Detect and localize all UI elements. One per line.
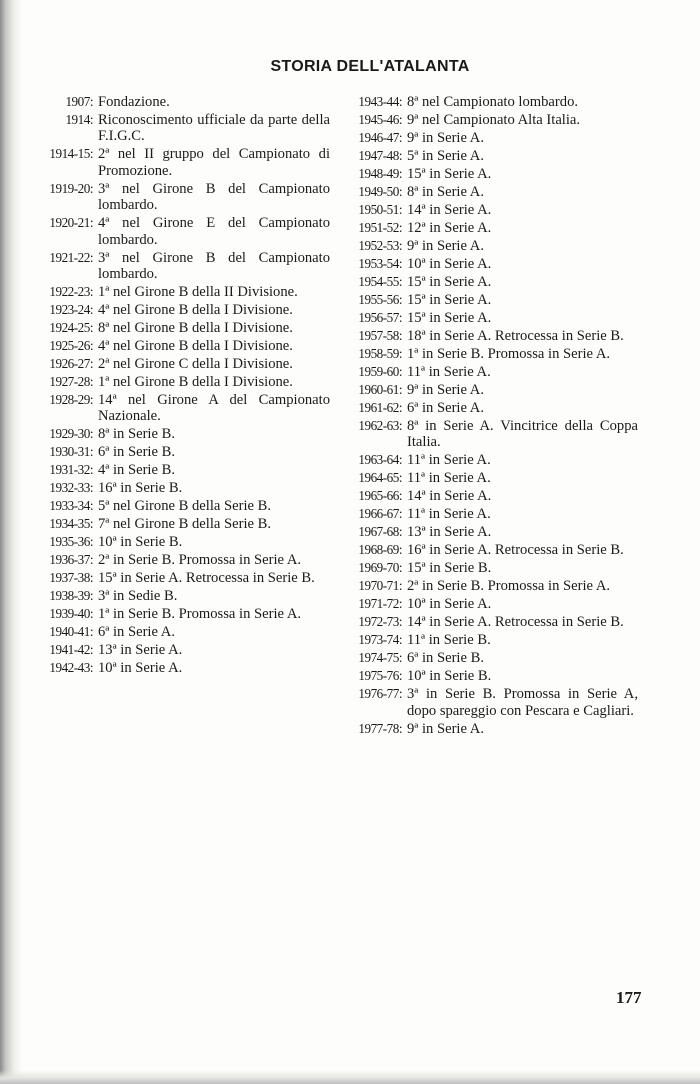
season-entry xyxy=(40,642,330,658)
season-year: 1955-56: xyxy=(358,292,402,307)
season-result: 18ª in Serie A. Retrocessa in Serie B. xyxy=(407,328,624,344)
season-entry xyxy=(40,146,330,179)
season-year: 1907: xyxy=(65,94,93,109)
season-year: 1954-55: xyxy=(358,274,402,289)
season-year: 1961-62: xyxy=(358,400,402,415)
season-entry xyxy=(348,721,638,737)
season-year: 1930-31: xyxy=(49,444,93,460)
season-entry xyxy=(348,256,638,272)
season-year: 1932-33: xyxy=(49,480,93,496)
season-year: 1972-73: xyxy=(358,614,402,630)
season-result: 4ª nel Girone B della I Divisione. xyxy=(98,302,293,319)
season-entry xyxy=(348,596,638,612)
season-result: 2ª nel II gruppo del Campionato di Promozione. xyxy=(98,146,330,179)
season-year: 1934-35: xyxy=(49,516,93,532)
season-year: 1952-53: xyxy=(358,238,402,253)
season-result: 6ª in Serie A. xyxy=(407,400,484,416)
season-entry xyxy=(40,552,330,568)
season-entry xyxy=(40,374,330,390)
season-entry xyxy=(348,94,638,110)
season-year: 1943-44: xyxy=(358,94,402,109)
season-result: 13ª in Serie A. xyxy=(98,642,183,659)
season-entry xyxy=(348,400,638,416)
season-entry xyxy=(348,542,638,558)
season-result: 1ª in Serie B. Promossa in Serie A. xyxy=(407,346,611,362)
season-year: 1936-37: xyxy=(49,552,93,568)
season-entry xyxy=(348,524,638,540)
season-result: 14ª in Serie A. xyxy=(407,488,492,505)
season-entry xyxy=(40,284,330,300)
season-result: 4ª nel Girone B della I Divisione. xyxy=(98,338,293,355)
season-result: 10ª in Serie A. xyxy=(407,256,492,272)
season-result: 9ª in Serie A. xyxy=(407,720,484,737)
season-result: 7ª nel Girone B della Serie B. xyxy=(98,516,272,533)
season-result: 11ª in Serie A. xyxy=(407,470,491,487)
scan-shadow-bottom xyxy=(0,1070,700,1084)
season-entry xyxy=(348,166,638,182)
season-year: 1946-47: xyxy=(358,130,402,145)
season-entry xyxy=(40,462,330,478)
season-entry xyxy=(40,570,330,586)
season-result: 4ª in Serie B. xyxy=(98,462,175,479)
season-year: 1964-65: xyxy=(358,470,402,486)
season-year: 1965-66: xyxy=(358,488,402,504)
season-result: 4ª nel Girone E del Campionato lombardo. xyxy=(98,215,330,248)
season-entry xyxy=(348,274,638,290)
season-entry xyxy=(348,130,638,146)
season-result: 14ª in Serie A. Retrocessa in Serie B. xyxy=(407,614,624,631)
season-entry xyxy=(348,452,638,468)
season-result: 5ª nel Girone B della Serie B. xyxy=(98,498,272,515)
season-result: 3ª nel Girone B del Campionato lombardo. xyxy=(98,249,330,283)
season-year: 1950-51: xyxy=(358,202,402,217)
season-result: 2ª in Serie B. Promossa in Serie A. xyxy=(98,552,302,569)
season-entry xyxy=(348,184,638,200)
season-entry xyxy=(40,356,330,372)
season-entry xyxy=(40,426,330,442)
season-entry xyxy=(348,220,638,236)
season-result: 15ª in Serie A. xyxy=(407,292,492,308)
season-year: 1949-50: xyxy=(358,184,402,199)
season-year: 1974-75: xyxy=(358,650,402,666)
season-result: 15ª in Serie A. Retrocessa in Serie B. xyxy=(98,570,315,587)
season-entry xyxy=(348,578,638,594)
season-year: 1977-78: xyxy=(358,720,402,736)
season-year: 1931-32: xyxy=(49,462,93,478)
season-result: Riconoscimento ufficiale da parte della F.I.G.C. xyxy=(98,112,330,145)
season-result: 9ª nel Campionato Alta Italia. xyxy=(407,112,581,128)
season-year: 1938-39: xyxy=(49,588,93,604)
season-entry xyxy=(348,328,638,344)
season-year: 1951-52: xyxy=(358,220,402,235)
season-result: 15ª in Serie A. xyxy=(407,310,492,326)
season-entry xyxy=(40,250,330,283)
season-entry xyxy=(40,660,330,676)
season-result: 8ª in Serie A. Vincitrice della Coppa Italia. xyxy=(407,418,638,451)
season-result: 14ª in Serie A. xyxy=(407,202,492,218)
season-result: 1ª in Serie B. Promossa in Serie A. xyxy=(98,606,302,623)
season-year: 1971-72: xyxy=(358,596,402,612)
season-year: 1959-60: xyxy=(358,364,402,379)
season-result: 15ª in Serie A. xyxy=(407,274,492,290)
season-result: 8ª in Serie B. xyxy=(98,426,175,443)
season-entry xyxy=(348,686,638,719)
season-entry xyxy=(348,668,638,684)
season-entry xyxy=(40,94,330,110)
season-year: 1925-26: xyxy=(49,338,93,354)
season-entry xyxy=(40,392,330,425)
history-column-left xyxy=(40,94,330,678)
season-entry xyxy=(40,181,330,214)
season-entry xyxy=(40,588,330,604)
season-year: 1927-28: xyxy=(49,374,93,390)
season-entry xyxy=(40,338,330,354)
season-result: 9ª in Serie A. xyxy=(407,130,484,146)
season-year: 1935-36: xyxy=(49,534,93,550)
season-year: 1923-24: xyxy=(49,302,93,318)
season-year: 1957-58: xyxy=(358,328,402,343)
season-year: 1960-61: xyxy=(358,382,402,397)
season-entry xyxy=(40,606,330,622)
season-entry xyxy=(40,534,330,550)
season-entry xyxy=(348,632,638,648)
season-year: 1953-54: xyxy=(358,256,402,271)
season-year: 1914-15: xyxy=(49,146,93,162)
season-year: 1941-42: xyxy=(49,642,93,658)
season-result: 13ª in Serie A. xyxy=(407,524,492,541)
season-result: 16ª in Serie B. xyxy=(98,480,183,497)
season-entry xyxy=(348,148,638,164)
page-number: 177 xyxy=(616,988,642,1007)
season-result: 11ª in Serie B. xyxy=(407,632,491,649)
season-entry xyxy=(40,302,330,318)
season-result: 15ª in Serie A. xyxy=(407,166,492,182)
season-result: 1ª nel Girone B della I Divisione. xyxy=(98,374,293,391)
season-year: 1945-46: xyxy=(358,112,402,127)
season-year: 1939-40: xyxy=(49,606,93,622)
page-title: STORIA DELL'ATALANTA xyxy=(270,58,470,75)
season-result: 10ª in Serie B. xyxy=(407,668,492,685)
season-year: 1919-20: xyxy=(49,180,93,196)
season-entry xyxy=(348,470,638,486)
season-result: 10ª in Serie B. xyxy=(98,534,183,551)
season-year: 1962-63: xyxy=(358,418,402,433)
season-result: 16ª in Serie A. Retrocessa in Serie B. xyxy=(407,542,624,559)
season-result: Fondazione. xyxy=(98,94,170,110)
season-year: 1921-22: xyxy=(49,249,93,265)
season-result: 11ª in Serie A. xyxy=(407,506,491,523)
season-entry xyxy=(348,506,638,522)
season-result: 9ª in Serie A. xyxy=(407,238,484,254)
season-result: 10ª in Serie A. xyxy=(98,660,183,677)
season-result: 12ª in Serie A. xyxy=(407,220,492,236)
season-year: 1947-48: xyxy=(358,148,402,163)
season-result: 14ª nel Girone A del Campionato Nazionale. xyxy=(98,392,330,425)
season-result: 11ª in Serie A. xyxy=(407,452,491,469)
season-result: 6ª in Serie B. xyxy=(407,650,484,667)
season-entry xyxy=(348,488,638,504)
season-result: 8ª nel Campionato lombardo. xyxy=(407,94,579,110)
season-year: 1928-29: xyxy=(49,392,93,408)
season-entry xyxy=(40,444,330,460)
season-year: 1958-59: xyxy=(358,346,402,361)
season-entry xyxy=(348,382,638,398)
season-entry xyxy=(348,310,638,326)
season-result: 10ª in Serie A. xyxy=(407,596,492,613)
season-result: 15ª in Serie B. xyxy=(407,560,492,577)
season-year: 1924-25: xyxy=(49,320,93,336)
season-entry xyxy=(348,112,638,128)
season-year: 1948-49: xyxy=(358,166,402,181)
season-entry xyxy=(40,320,330,336)
history-column-right xyxy=(348,94,638,739)
season-year: 1968-69: xyxy=(358,542,402,558)
season-year: 1914: xyxy=(65,112,93,127)
season-entry xyxy=(348,238,638,254)
season-entry xyxy=(348,364,638,380)
season-year: 1933-34: xyxy=(49,498,93,514)
season-year: 1929-30: xyxy=(49,426,93,442)
season-year: 1963-64: xyxy=(358,452,402,468)
scan-shadow-left xyxy=(0,0,22,1084)
season-entry xyxy=(348,202,638,218)
season-year: 1975-76: xyxy=(358,668,402,684)
season-entry xyxy=(40,112,330,145)
season-year: 1970-71: xyxy=(358,578,402,594)
season-entry xyxy=(348,346,638,362)
season-year: 1922-23: xyxy=(49,284,93,300)
season-result: 6ª in Serie A. xyxy=(98,624,175,641)
season-entry xyxy=(40,215,330,248)
season-entry xyxy=(348,650,638,666)
season-entry xyxy=(348,560,638,576)
season-result: 2ª in Serie B. Promossa in Serie A. xyxy=(407,578,611,595)
season-result: 3ª nel Girone B del Campionato lombardo. xyxy=(98,180,330,214)
season-result: 6ª in Serie B. xyxy=(98,444,175,461)
season-year: 1956-57: xyxy=(358,310,402,325)
season-year: 1920-21: xyxy=(49,215,93,231)
season-result: 1ª nel Girone B della II Divisione. xyxy=(98,284,298,301)
season-entry xyxy=(40,624,330,640)
season-year: 1966-67: xyxy=(358,506,402,522)
season-entry xyxy=(40,498,330,514)
season-year: 1973-74: xyxy=(358,632,402,648)
season-entry xyxy=(348,418,638,451)
season-result: 8ª in Serie A. xyxy=(407,184,484,200)
season-entry xyxy=(348,292,638,308)
season-year: 1967-68: xyxy=(358,524,402,540)
season-entry xyxy=(40,480,330,496)
season-year: 1969-70: xyxy=(358,560,402,576)
season-result: 5ª in Serie A. xyxy=(407,148,484,164)
season-entry xyxy=(348,614,638,630)
season-year: 1926-27: xyxy=(49,356,93,372)
season-year: 1976-77: xyxy=(358,686,402,702)
season-result: 8ª nel Girone B della I Divisione. xyxy=(98,320,293,337)
season-entry xyxy=(40,516,330,532)
season-year: 1937-38: xyxy=(49,570,93,586)
season-result: 9ª in Serie A. xyxy=(407,382,484,398)
season-year: 1940-41: xyxy=(49,624,93,640)
season-year: 1942-43: xyxy=(49,660,93,676)
season-result: 11ª in Serie A. xyxy=(407,364,491,380)
season-result: 2ª nel Girone C della I Divisione. xyxy=(98,356,293,373)
season-result: 3ª in Serie B. Promossa in Serie A, dopo spareggio con Pescara e Cagliari. xyxy=(407,686,638,719)
season-result: 3ª in Sedie B. xyxy=(98,588,178,605)
